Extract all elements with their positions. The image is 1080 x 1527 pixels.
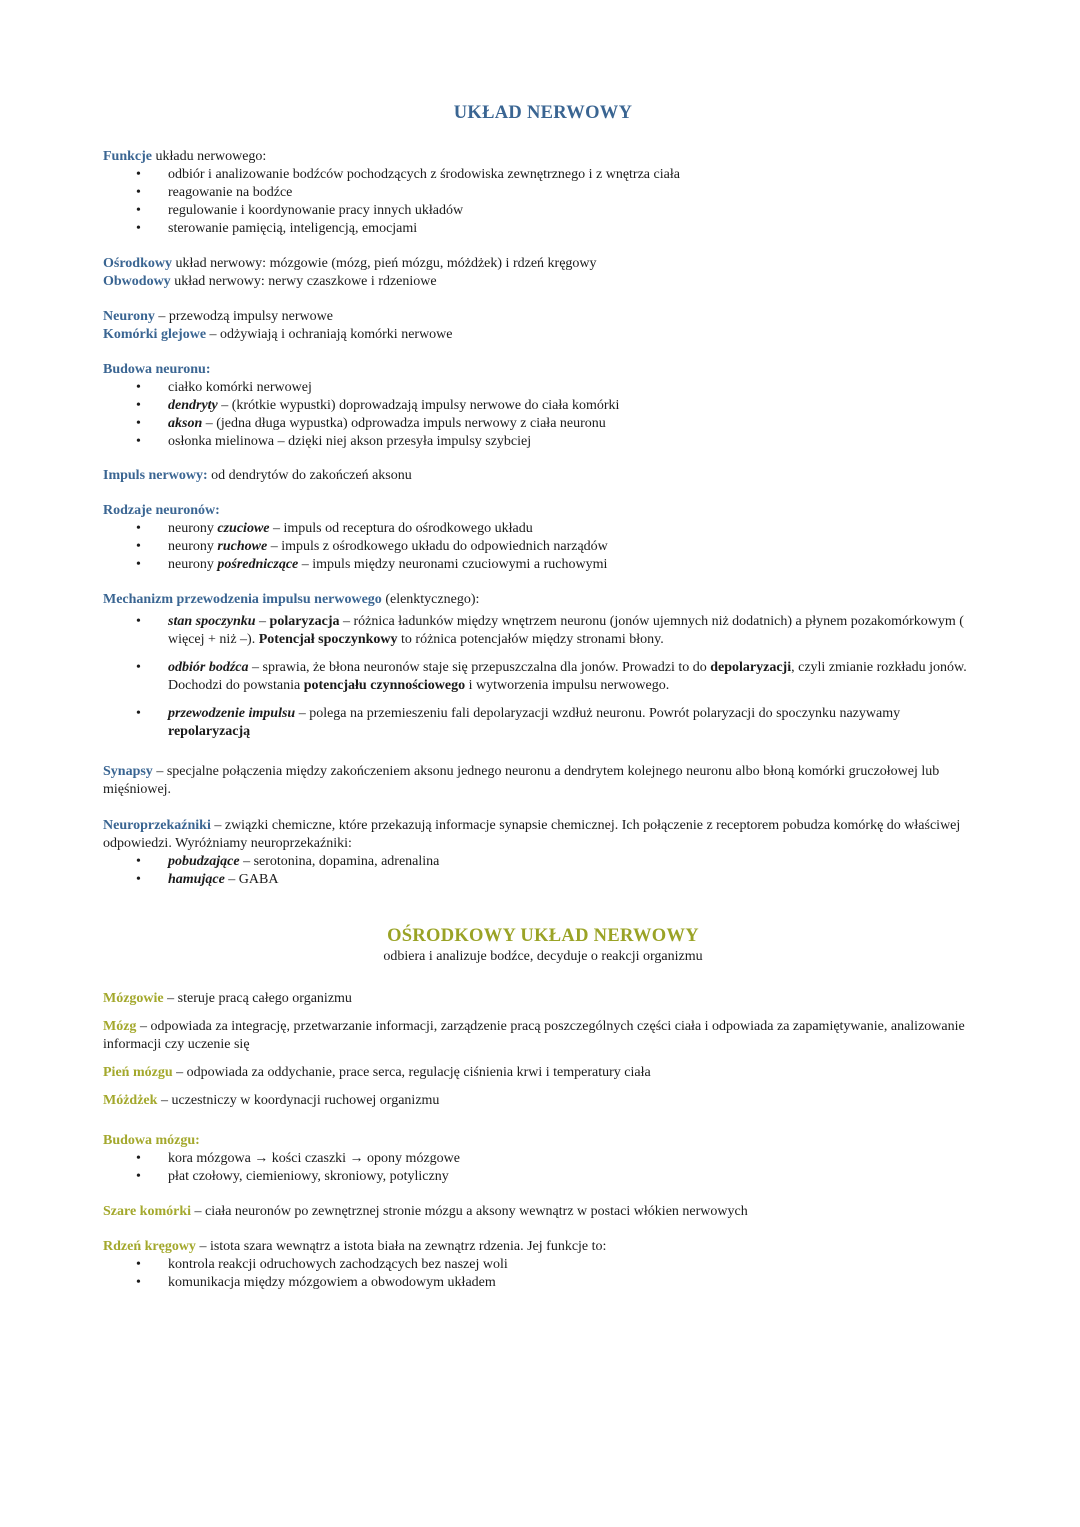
- term-dendryty: dendryty: [168, 398, 218, 413]
- term-budowa-neuronu: Budowa neuronu:: [103, 362, 211, 377]
- term-szare-komorki: Szare komórki: [103, 1204, 192, 1219]
- obwodowy-line: [103, 273, 978, 291]
- neurony-line: [103, 308, 978, 326]
- mechanizm-heading: [103, 591, 978, 609]
- funkcje-list: [103, 166, 978, 238]
- term-potencjal-spoczynkowy: Potencjał spoczynkowy: [258, 632, 398, 647]
- list-item: [103, 415, 978, 433]
- item-text: , czyli zmianie rozkładu jonów. Dochodzi do powstania: [168, 660, 967, 693]
- list-item: [103, 705, 978, 741]
- list-item: • komunikacja między mózgowiem a obwodowym układem: [103, 1274, 978, 1292]
- term-ruchowe: ruchowe: [217, 539, 268, 554]
- synapsy-paragraph: [103, 763, 978, 799]
- mozg-rest: – odpowiada za integrację, przetwarzanie informacji, zarządzenie pracą poszczególnych części ciała i odpowiada za zapamiętywanie, analizowanie informacji czy uczenie się: [103, 1019, 965, 1052]
- budowa-mozgu-list: [103, 1150, 978, 1186]
- rdzen-line: [103, 1238, 978, 1256]
- list-item: • regulowanie i koordynowanie pracy innych układów: [103, 202, 978, 220]
- osrodkowy-rest: układ nerwowy: mózgowie (mózg, pień mózgu, móżdżek) i rdzeń kręgowy: [171, 256, 597, 271]
- term-pien-mozgu: Pień mózgu: [103, 1065, 173, 1080]
- term-rdzen-kregowy: Rdzeń kręgowy: [103, 1239, 196, 1254]
- dendryty-rest: – (krótkie wypustki) doprowadzają impulsy nerwowe do ciała komórki: [217, 398, 620, 413]
- list-item: [103, 613, 978, 649]
- term-funkcje: Funkcje: [103, 149, 152, 164]
- list-item: [103, 853, 978, 871]
- item-rest: – impuls od receptura do ośrodkowego układu: [269, 521, 533, 536]
- item-rest: – GABA: [224, 872, 279, 887]
- list-item: • reagowanie na bodźce: [103, 184, 978, 202]
- rdzen-rest: – istota szara wewnątrz a istota biała na zewnątrz rdzenia. Jej funkcje to:: [195, 1239, 607, 1254]
- list-item: [103, 556, 978, 574]
- list-item: [103, 871, 978, 889]
- term-akson: akson: [168, 416, 203, 431]
- mozgowie-rest: – steruje pracą całego organizmu: [163, 991, 352, 1006]
- item-rest: – impuls między neuronami czuciowymi a ruchowymi: [298, 557, 608, 572]
- term-czuciowe: czuciowe: [217, 521, 270, 536]
- term-budowa-mozgu: Budowa mózgu:: [103, 1133, 200, 1148]
- separator: –: [255, 614, 270, 629]
- term-potencjal-czynnosciowy: potencjału czynnościowego: [303, 678, 466, 693]
- item-text: – różnica ładunków między wnętrzem neuronu (jonów ujemnych niż dodatnich) a płynem pozakomórkowym ( więcej + niż –).: [168, 614, 964, 647]
- mozdzek-rest: – uczestniczy w koordynacji ruchowej organizmu: [157, 1093, 440, 1108]
- list-item: • płat czołowy, ciemieniowy, skroniowy, potyliczny: [103, 1168, 978, 1186]
- osrodkowy-line: [103, 255, 978, 273]
- mechanizm-rest: (elenktycznego):: [381, 592, 480, 607]
- item-rest: – serotonina, dopamina, adrenalina: [239, 854, 440, 869]
- szare-rest: – ciała neuronów po zewnętrznej stronie mózgu a aksony wewnątrz w postaci włókien nerwowych: [191, 1204, 748, 1219]
- term-przewodzenie-impulsu: przewodzenie impulsu: [168, 706, 296, 721]
- rdzen-list: [103, 1256, 978, 1292]
- budowa-neuronu-list: [103, 379, 978, 451]
- neuroprzekazniki-paragraph: [103, 817, 978, 853]
- term-neuroprzekazniki: Neuroprzekaźniki: [103, 818, 211, 833]
- term-pobudzajace: pobudzające: [168, 854, 240, 869]
- term-mozg: Mózg: [103, 1019, 137, 1034]
- list-item: [103, 520, 978, 538]
- term-hamujace: hamujące: [168, 872, 225, 887]
- funkcje-rest: układu nerwowego:: [152, 149, 267, 164]
- glejowe-line: [103, 326, 978, 344]
- item-text: – sprawia, że błona neuronów staje się przepuszczalna dla jonów. Prowadzi to do: [248, 660, 711, 675]
- term-repolaryzacja: repolaryzacją: [168, 724, 251, 739]
- term-neurony: Neurony: [103, 309, 155, 324]
- obwodowy-rest: układ nerwowy: nerwy czaszkowe i rdzeniowe: [170, 274, 437, 289]
- term-posredniczace: pośredniczące: [217, 557, 299, 572]
- section-subtitle: odbiera i analizuje bodźce, decyduje o reakcji organizmu: [383, 949, 703, 964]
- list-item: • odbiór i analizowanie bodźców pochodzących z środowiska zewnętrznego i z wnętrza ciała: [103, 166, 978, 184]
- item-prefix: neurony: [168, 539, 218, 554]
- list-item: [103, 397, 978, 415]
- list-item: [103, 659, 978, 695]
- term-impuls-nerwowy: Impuls nerwowy:: [103, 468, 208, 483]
- akson-rest: – (jedna długa wypustka) odprowadza impuls nerwowy z ciała neuronu: [202, 416, 606, 431]
- list-item: • kontrola reakcji odruchowych zachodzących bez naszej woli: [103, 1256, 978, 1274]
- term-rodzaje-neuronow: Rodzaje neuronów:: [103, 503, 220, 518]
- item-text: i wytworzenia impulsu nerwowego.: [465, 678, 670, 693]
- pien-line: [103, 1064, 978, 1082]
- term-polaryzacja: polaryzacja: [269, 614, 340, 629]
- term-mechanizm: Mechanizm przewodzenia impulsu nerwowego: [103, 592, 382, 607]
- item-rest: – impuls z ośrodkowego układu do odpowiednich narządów: [267, 539, 608, 554]
- impuls-rest: od dendrytów do zakończeń aksonu: [207, 468, 412, 483]
- term-obwodowy: Obwodowy: [103, 274, 171, 289]
- item-prefix: neurony: [168, 557, 218, 572]
- szare-komorki-line: [103, 1203, 978, 1221]
- budowa-mozgu-heading: [103, 1132, 978, 1150]
- item-prefix: neurony: [168, 521, 218, 536]
- term-stan-spoczynku: stan spoczynku: [168, 614, 256, 629]
- term-mozdzek: Móżdżek: [103, 1093, 158, 1108]
- list-item: • sterowanie pamięcią, inteligencją, emocjami: [103, 220, 978, 238]
- neurony-rest: – przewodzą impulsy nerwowe: [154, 309, 333, 324]
- list-item: • ciałko komórki nerwowej: [103, 379, 978, 397]
- rodzaje-heading: [103, 502, 978, 520]
- rodzaje-list: [103, 520, 978, 574]
- section-title-uklad-nerwowy: UKŁAD NERWOWY: [453, 103, 633, 123]
- term-mozgowie: Mózgowie: [103, 991, 164, 1006]
- synapsy-rest: – specjalne połączenia między zakończeniem aksonu jednego neuronu a dendrytem kolejnego neuronu albo błoną komórki gruczołowej lub mięśniowej.: [103, 764, 940, 797]
- term-komorki-glejowe: Komórki glejowe: [103, 327, 207, 342]
- mozgowie-line: [103, 990, 978, 1008]
- term-synapsy: Synapsy: [103, 764, 153, 779]
- mechanizm-list: [103, 613, 978, 751]
- item-text: – polega na przemieszeniu fali depolaryzacji wzdłuż neuronu. Powrót polaryzacji do spoczynku nazywamy: [295, 706, 901, 721]
- term-odbior-bodzca: odbiór bodźca: [168, 660, 249, 675]
- list-item: • kora mózgowa → kości czaszki → opony mózgowe: [103, 1150, 978, 1168]
- pien-rest: – odpowiada za oddychanie, prace serca, regulację ciśnienia krwi i temperatury ciała: [172, 1065, 651, 1080]
- neuroprzekazniki-rest: – związki chemiczne, które przekazują informacje synapsie chemicznej. Ich połączenie z receptorem pobudza komórkę do właściwej odpowiedzi. Wyróżniamy neuroprzekaźniki:: [103, 818, 961, 851]
- mozdzek-line: [103, 1092, 978, 1110]
- list-item: • osłonka mielinowa – dzięki niej akson przesyła impulsy szybciej: [103, 433, 978, 451]
- mozg-paragraph: [103, 1018, 978, 1054]
- glejowe-rest: – odżywiają i ochraniają komórki nerwowe: [206, 327, 453, 342]
- section-title-osrodkowy: OŚRODKOWY UKŁAD NERWOWY: [387, 926, 699, 946]
- term-osrodkowy: Ośrodkowy: [103, 256, 172, 271]
- list-item: [103, 538, 978, 556]
- term-depolaryzacja: depolaryzacji: [710, 660, 792, 675]
- neuroprzekazniki-list: [103, 853, 978, 889]
- budowa-neuronu-heading: [103, 361, 978, 379]
- impuls-line: [103, 467, 978, 485]
- item-text: to różnica potencjałów między stronami błony.: [397, 632, 664, 647]
- funkcje-heading: [103, 148, 978, 166]
